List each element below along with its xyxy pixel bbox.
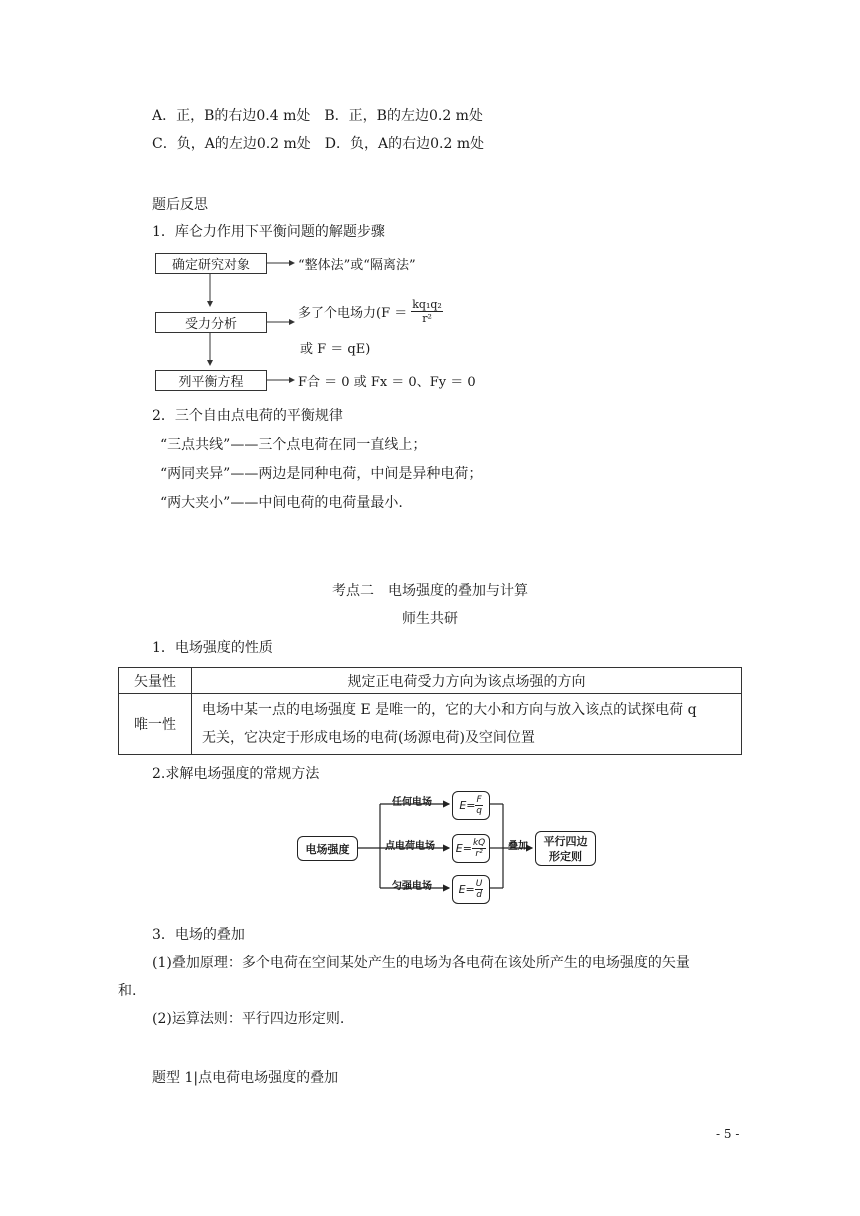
formula-2-lhs: E= — [455, 842, 472, 855]
rule-1: “三点共线”——三个点电荷在同一直线上； — [160, 437, 427, 453]
table-cell-key: 唯一性 — [119, 694, 192, 755]
branch-label-2: 点电荷电场 — [385, 841, 435, 852]
question-type-1: 题型 1|点电荷电场强度的叠加 — [152, 1070, 339, 1086]
flow-step-2-note-a: 多了个电场力(F ＝ — [298, 306, 408, 321]
formula-box-1 — [452, 791, 490, 820]
coulomb-fraction — [411, 298, 443, 325]
table-row — [119, 694, 742, 755]
reflection-item-2: 2．三个自由点电荷的平衡规律 — [152, 408, 343, 424]
flow-step-2-note-b: 或 F ＝ qE) — [300, 342, 371, 357]
flowchart-arrows — [0, 0, 860, 400]
table-cell-key: 矢量性 — [119, 668, 192, 694]
formula-3-lhs: E= — [458, 883, 475, 896]
section-item-1: 1．电场强度的性质 — [152, 640, 273, 656]
field-properties-table — [118, 667, 742, 755]
formula-3-denominator: d — [476, 890, 482, 900]
coulomb-denominator: r² — [422, 312, 432, 325]
option-line-2: C．负，A的左边0.2 m处 D．负，A的右边0.2 m处 — [152, 136, 485, 152]
section-title: 考点二 电场强度的叠加与计算 — [332, 583, 528, 599]
rule-3: “两大夹小”——中间电荷的电荷量最小. — [160, 495, 403, 511]
formula-box-2 — [452, 834, 490, 863]
branch-label-1: 任何电场 — [392, 797, 432, 808]
superposition-principle-line-b: 和. — [118, 983, 137, 999]
flow-step-1-note: “整体法”或“隔离法” — [298, 258, 416, 273]
formula-2-denominator: r² — [475, 849, 483, 859]
diagram-root: 电场强度 — [297, 836, 358, 861]
formula-2-numerator: kQ — [472, 838, 486, 848]
formula-2-fraction — [472, 838, 486, 859]
rule-2: “两同夹异”——两边是同种电荷，中间是异种电荷； — [160, 466, 483, 482]
flow-step-3-note: F合 ＝ 0 或 Fx ＝ 0、Fy ＝ 0 — [298, 375, 476, 390]
flow-step-2-note — [298, 298, 443, 325]
section-subtitle: 师生共研 — [402, 611, 458, 627]
branch-label-3: 匀强电场 — [392, 881, 432, 892]
table-cell-line-b: 无关，它决定于形成电场的电荷(场源电荷)及空间位置 — [202, 730, 535, 746]
merge-label: 叠加 — [508, 841, 528, 852]
page-number: - 5 - — [716, 1127, 740, 1141]
table-row — [119, 668, 742, 694]
reflection-item-1: 1．库仑力作用下平衡问题的解题步骤 — [152, 224, 385, 240]
section-item-2: 2.求解电场强度的常规方法 — [152, 766, 320, 782]
formula-1-numerator: F — [476, 795, 482, 805]
section-item-3: 3．电场的叠加 — [152, 927, 245, 943]
flow-step-2: 受力分析 — [155, 312, 267, 333]
superposition-principle-line-a: (1)叠加原理：多个电荷在空间某处产生的电场为各电荷在该处所产生的电场强度的矢量 — [152, 955, 690, 971]
formula-1-lhs: E= — [459, 799, 476, 812]
operation-rule: (2)运算法则：平行四边形定则. — [152, 1011, 345, 1027]
table-cell-value: 规定正电荷受力方向为该点场强的方向 — [192, 668, 742, 694]
option-line-1: A．正，B的右边0.4 m处 B．正，B的左边0.2 m处 — [152, 108, 483, 124]
flow-step-3: 列平衡方程 — [155, 370, 267, 391]
formula-3-numerator: U — [475, 879, 483, 889]
reflection-title: 题后反思 — [152, 197, 208, 213]
table-cell-line-a: 电场中某一点的电场强度 E 是唯一的，它的大小和方向与放入该点的试探电荷 q — [202, 702, 697, 718]
formula-1-fraction — [475, 795, 482, 816]
coulomb-numerator: kq₁q₂ — [412, 298, 442, 311]
table-cell-value — [192, 694, 742, 755]
formula-1-denominator: q — [476, 806, 482, 816]
flow-step-1: 确定研究对象 — [155, 253, 267, 274]
formula-box-3 — [452, 875, 490, 904]
diagram-result: 平行四边形定则 — [535, 831, 596, 866]
formula-3-fraction — [475, 879, 484, 900]
